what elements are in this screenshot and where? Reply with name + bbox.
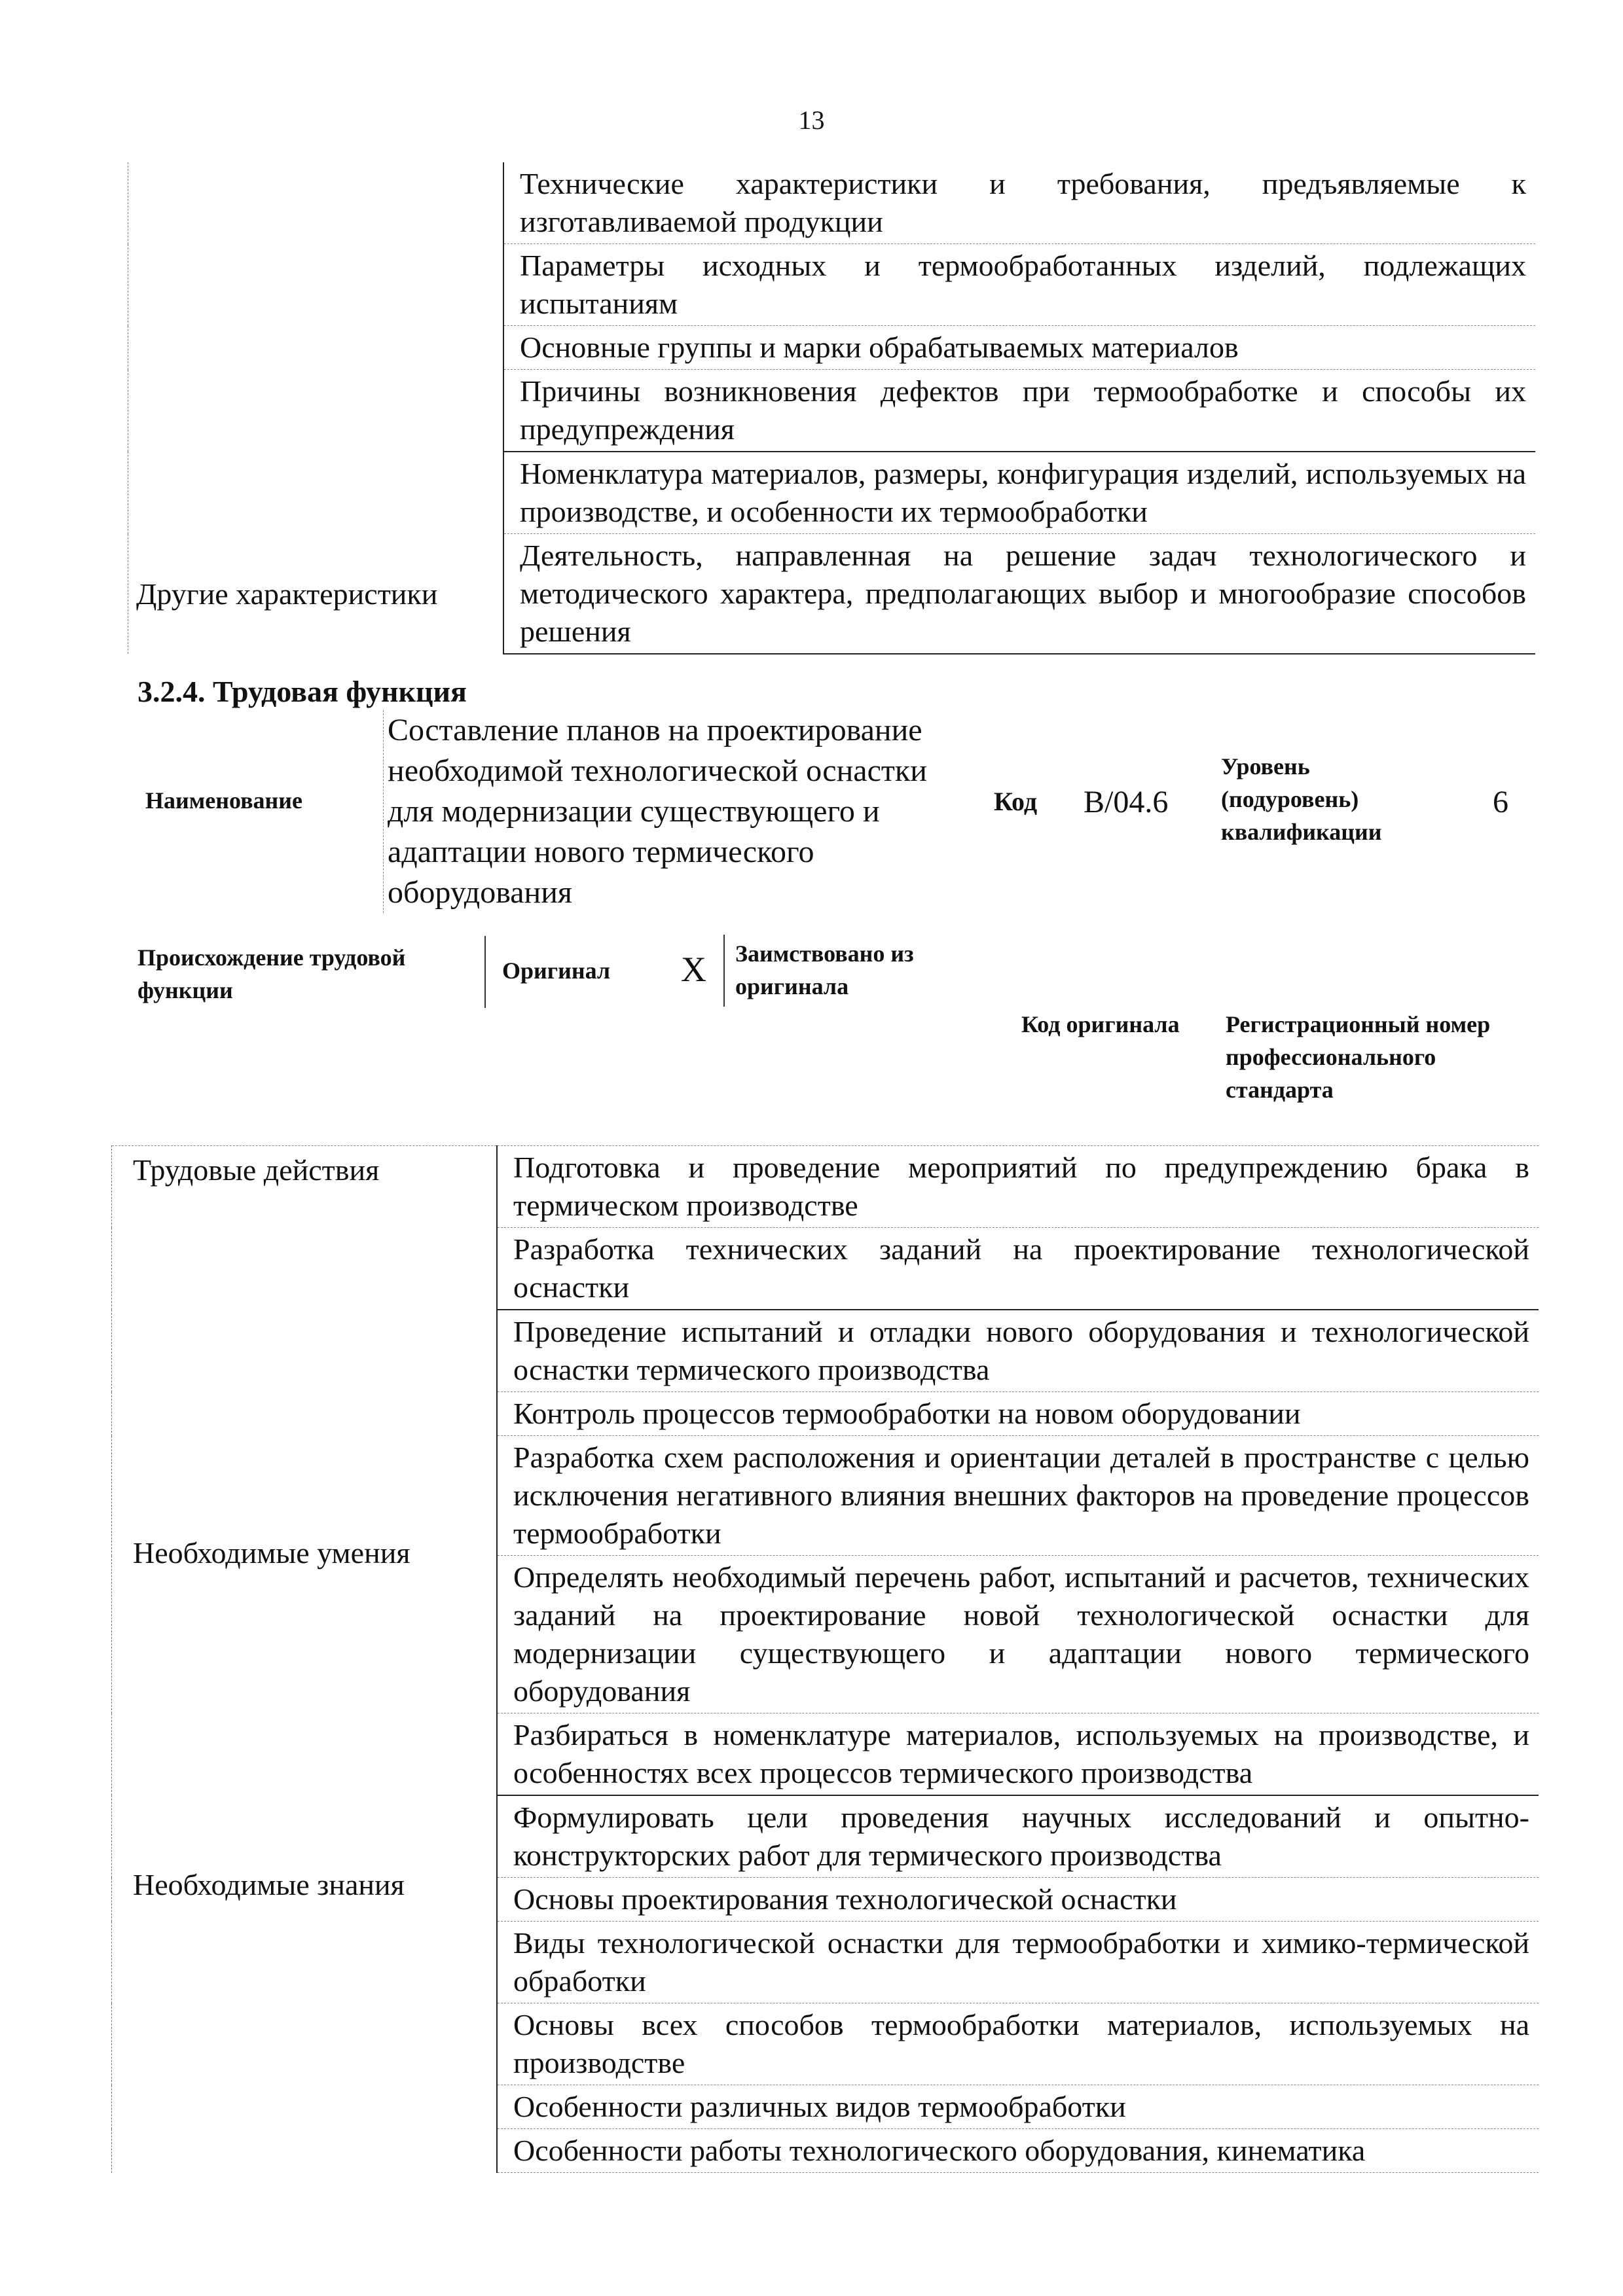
reg-number-label-line-1: Регистрационный номер [1226, 1011, 1491, 1037]
knowledge-item: Основы всех способов термообработки материалов, используемых на производстве [497, 2003, 1539, 2085]
original-label: Оригинал [502, 958, 611, 984]
skill-item: Определять необходимый перечень работ, испытаний и расчетов, технических заданий на проектирование новой технологической оснастки для модернизации существующего и адаптации нового термического оборудования [497, 1556, 1539, 1713]
knowledge-label: Необходимые знания [112, 1795, 498, 2173]
borrowed-label-line-1: Заимствовано из [735, 941, 914, 967]
knowledge-item: Виды технологической оснастки для термообработки и химико-термической обработки [497, 1922, 1539, 2003]
original-mark: X [681, 950, 706, 989]
knowledge-item: Особенности различных видов термообработки [497, 2085, 1539, 2129]
level-label-line-1: Уровень [1221, 753, 1310, 780]
function-details-table [111, 1145, 1539, 2173]
knowledge-item: Формулировать цели проведения научных исследований и опытно-конструкторских работ для термического производства [497, 1795, 1539, 1878]
level-value: 6 [1493, 785, 1508, 819]
borrowed-cell [723, 935, 934, 1007]
table-row [112, 1146, 1539, 1228]
section-heading: 3.2.4. Трудовая функция [137, 675, 467, 708]
skill-item: Контроль процессов термообработки на новом оборудовании [497, 1392, 1539, 1436]
knowledge-item: Основы проектирования технологической оснастки [497, 1878, 1539, 1922]
reg-number-label-line-2: профессионального [1226, 1044, 1436, 1070]
table-row [128, 534, 1536, 655]
skill-item: Проведение испытаний и отладки нового оборудования и технологической оснастки термического производства [497, 1310, 1539, 1392]
characteristic-item: Основные группы и марки обрабатываемых материалов [503, 326, 1535, 370]
table-row [112, 1310, 1539, 1392]
origin-label-line-1: Происхождение трудовой [137, 944, 406, 971]
characteristic-item: Технические характеристики и требования, предъявляемые к изготавливаемой продукции [503, 162, 1535, 244]
code-label: Код [994, 787, 1038, 816]
skills-label: Необходимые умения [112, 1310, 498, 1795]
table-row [128, 162, 1536, 244]
labor-actions-label: Трудовые действия [112, 1146, 498, 1310]
characteristic-item: Причины возникновения дефектов при термообработке и способы их предупреждения [503, 370, 1535, 452]
origin-label-line-2: функции [137, 977, 233, 1003]
name-label: Наименование [145, 787, 302, 814]
knowledge-item: Особенности работы технологического оборудования, кинематика [497, 2129, 1539, 2173]
skill-item: Разработка схем расположения и ориентации деталей в пространстве с целью исключения негативного влияния внешних факторов на проведение процессов термообработки [497, 1436, 1539, 1556]
function-name: Составление планов на проектирование необходимой технологической оснастки для модернизации существующего и адаптации нового термического оборудования [383, 710, 977, 913]
skill-item: Разбираться в номенклатуре материалов, используемых на производстве, и особенностях всех процессов термического производства [497, 1713, 1539, 1796]
level-label-line-3: квалификации [1221, 819, 1382, 845]
characteristic-item: Номенклатура материалов, размеры, конфигурация изделий, используемых на производстве, и особенности их термообработки [503, 452, 1535, 534]
other-characteristics-value: Деятельность, направленная на решение задач технологического и методического характера, предполагающих выбор и многообразие способов решения [503, 534, 1535, 655]
other-characteristics-label: Другие характеристики [128, 534, 504, 655]
characteristic-item: Параметры исходных и термообработанных изделий, подлежащих испытаниям [503, 244, 1535, 326]
page-number: 13 [798, 105, 825, 135]
labor-action-item: Подготовка и проведение мероприятий по предупреждению брака в термическом производстве [497, 1146, 1539, 1228]
table-row [112, 1795, 1539, 1878]
borrowed-label-line-2: оригинала [735, 973, 849, 999]
origin-code-label: Код оригинала [1021, 1011, 1180, 1037]
labor-action-item: Разработка технических заданий на проектирование технологической оснастки [497, 1228, 1539, 1310]
reg-number-label-line-3: стандарта [1226, 1077, 1334, 1103]
level-label-line-2: (подуровень) [1221, 786, 1359, 812]
characteristics-table [128, 162, 1535, 655]
code-value: В/04.6 [1084, 785, 1169, 819]
empty-label-cell [128, 162, 504, 534]
